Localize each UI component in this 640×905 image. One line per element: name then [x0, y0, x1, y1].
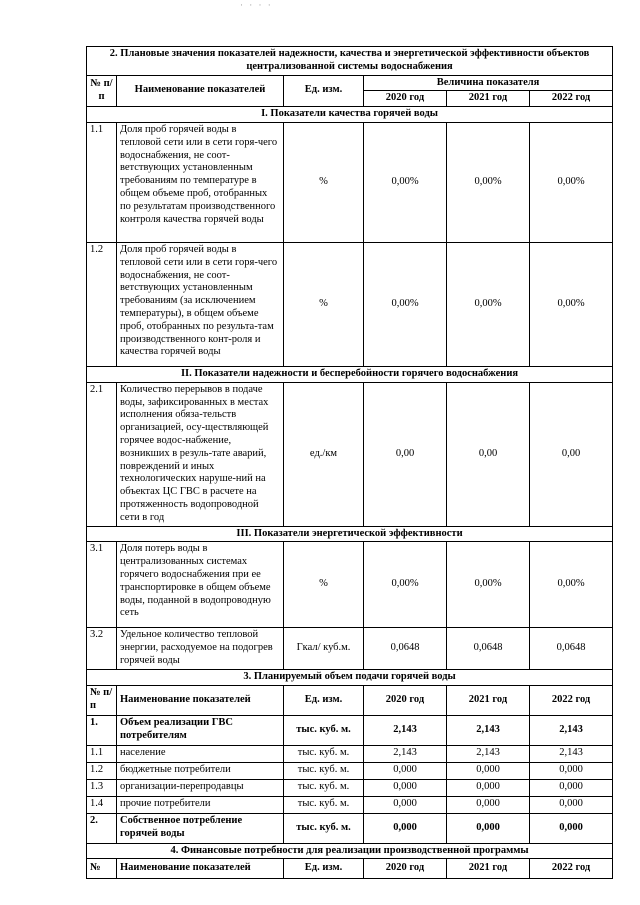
value-cell: 0,000 — [447, 813, 530, 843]
value-cell: 0,0648 — [447, 628, 530, 669]
value-cell: 2,143 — [364, 715, 447, 745]
unit-cell: % — [284, 242, 364, 366]
value-cell: 0,00 — [447, 382, 530, 526]
value-cell: 0,00% — [447, 542, 530, 628]
value-cell: 0,000 — [364, 762, 447, 779]
unit-cell: ед./км — [284, 382, 364, 526]
section3-title-row — [87, 669, 613, 685]
header-unit: Ед. изм. — [284, 75, 364, 107]
indicator-row — [87, 542, 613, 628]
header-num: № — [87, 859, 117, 879]
value-cell: 0,00% — [530, 122, 613, 242]
header-year: 2022 год — [530, 685, 613, 715]
indicator-row — [87, 628, 613, 669]
row-number: 2. — [87, 813, 117, 843]
group-title: II. Показатели надежности и бесперебойности горячего водоснабжения — [87, 366, 613, 382]
indicator-name: Доля проб горячей воды в тепловой сети или в сети горя-чего водоснабжения, не соот-ветствующих установленным требованиям по температуре в общем объеме проб, отобранных по результатам производственного контроля качества горячей воды — [117, 122, 284, 242]
value-cell: 0,000 — [447, 762, 530, 779]
volume-row — [87, 715, 613, 745]
value-cell: 0,00% — [447, 122, 530, 242]
header-year: 2021 год — [447, 859, 530, 879]
unit-cell: тыс. куб. м. — [284, 813, 364, 843]
group-title: I. Показатели качества горячей воды — [87, 107, 613, 123]
value-cell: 0,00% — [364, 122, 447, 242]
group-title-row — [87, 366, 613, 382]
volume-row — [87, 779, 613, 796]
row-number: 3.2 — [87, 628, 117, 669]
row-number: 1. — [87, 715, 117, 745]
indicator-name: прочие потребители — [117, 796, 284, 813]
page-top-mark: · · · · — [240, 0, 273, 10]
value-cell: 0,00 — [364, 382, 447, 526]
indicator-name: Количество перерывов в подаче воды, зафиксированных в местах исполнения обяза-тельств организацией, осу-ществляющей горячее водос-набжение, возникших в резуль-тате аварий, повреждений и иных технологических наруше-ний на объектах ЦС ГВС в расчете на протяженность водопроводной сети в год — [117, 382, 284, 526]
value-cell: 0,00 — [530, 382, 613, 526]
indicators-table — [86, 46, 613, 879]
value-cell: 0,000 — [447, 796, 530, 813]
header-name: Наименование показателей — [117, 685, 284, 715]
row-number: 1.2 — [87, 242, 117, 366]
value-cell: 0,0648 — [364, 628, 447, 669]
value-cell: 2,143 — [530, 745, 613, 762]
value-cell: 0,000 — [530, 813, 613, 843]
header-year: 2020 год — [364, 859, 447, 879]
indicator-name: Удельное количество тепловой энергии, расходуемое на подогрев горячей воды — [117, 628, 284, 669]
header-year: 2021 год — [447, 685, 530, 715]
value-cell: 0,000 — [364, 813, 447, 843]
unit-cell: тыс. куб. м. — [284, 762, 364, 779]
unit-cell: тыс. куб. м. — [284, 745, 364, 762]
value-cell: 0,00% — [364, 542, 447, 628]
indicator-name: Доля потерь воды в централизованных системах горячего водоснабжения при ее транспортировке в общем объеме воды, поданной в водопроводную сеть — [117, 542, 284, 628]
row-number: 3.1 — [87, 542, 117, 628]
unit-cell: Гкал/ куб.м. — [284, 628, 364, 669]
indicator-row — [87, 382, 613, 526]
header-year: 2022 год — [530, 91, 613, 107]
group-title: III. Показатели энергетической эффективности — [87, 526, 613, 542]
indicator-name: бюджетные потребители — [117, 762, 284, 779]
indicator-name: Доля проб горячей воды в тепловой сети или в сети горя-чего водоснабжения, не соот-ветствующих установленным требованиям (за исключением температуры), в общем объеме проб, отобранных по результа-там производственного конт-роля и качества горячей воды — [117, 242, 284, 366]
section3-title: 3. Планируемый объем подачи горячей воды — [87, 669, 613, 685]
header-year: 2020 год — [364, 685, 447, 715]
indicator-name: население — [117, 745, 284, 762]
value-cell: 0,00% — [364, 242, 447, 366]
volume-row — [87, 762, 613, 779]
value-cell: 0,000 — [364, 779, 447, 796]
value-cell: 0,00% — [530, 542, 613, 628]
value-cell: 0,0648 — [530, 628, 613, 669]
row-number: 1.1 — [87, 122, 117, 242]
header-num: № п/п — [87, 75, 117, 107]
value-cell: 2,143 — [530, 715, 613, 745]
group-title-row — [87, 107, 613, 123]
value-cell: 2,143 — [447, 745, 530, 762]
header-year: 2021 год — [447, 91, 530, 107]
value-cell: 0,00% — [530, 242, 613, 366]
indicator-name: Объем реализации ГВС потребителям — [117, 715, 284, 745]
indicator-name: организации-перепродавцы — [117, 779, 284, 796]
unit-cell: тыс. куб. м. — [284, 796, 364, 813]
unit-cell: тыс. куб. м. — [284, 779, 364, 796]
unit-cell: % — [284, 542, 364, 628]
unit-cell: тыс. куб. м. — [284, 715, 364, 745]
header-num: № п/п — [87, 685, 117, 715]
unit-cell: % — [284, 122, 364, 242]
value-cell: 0,000 — [364, 796, 447, 813]
section3-header-row — [87, 685, 613, 715]
row-number: 1.1 — [87, 745, 117, 762]
row-number: 1.2 — [87, 762, 117, 779]
header-unit: Ед. изм. — [284, 685, 364, 715]
row-number: 2.1 — [87, 382, 117, 526]
value-cell: 0,000 — [530, 762, 613, 779]
header-value: Величина показателя — [364, 75, 613, 91]
header-year: 2022 год — [530, 859, 613, 879]
volume-row — [87, 796, 613, 813]
header-year: 2020 год — [364, 91, 447, 107]
value-cell: 2,143 — [447, 715, 530, 745]
section2-title: 2. Плановые значения показателей надежности, качества и энергетической эффективности объектов централизованной системы водоснабжения — [87, 47, 613, 76]
section2-header-row — [87, 75, 613, 91]
row-number: 1.3 — [87, 779, 117, 796]
section4-title: 4. Финансовые потребности для реализации производственной программы — [87, 843, 613, 859]
group-title-row — [87, 526, 613, 542]
value-cell: 0,00% — [447, 242, 530, 366]
section4-title-row — [87, 843, 613, 859]
volume-row — [87, 745, 613, 762]
indicator-name: Собственное потребление горячей воды — [117, 813, 284, 843]
value-cell: 0,000 — [530, 796, 613, 813]
value-cell: 0,000 — [447, 779, 530, 796]
volume-row — [87, 813, 613, 843]
row-number: 1.4 — [87, 796, 117, 813]
header-name: Наименование показателей — [117, 75, 284, 107]
section4-header-row — [87, 859, 613, 879]
section2-title-row — [87, 47, 613, 76]
value-cell: 0,000 — [530, 779, 613, 796]
value-cell: 2,143 — [364, 745, 447, 762]
indicator-row — [87, 242, 613, 366]
header-name: Наименование показателей — [117, 859, 284, 879]
indicator-row — [87, 122, 613, 242]
header-unit: Ед. изм. — [284, 859, 364, 879]
